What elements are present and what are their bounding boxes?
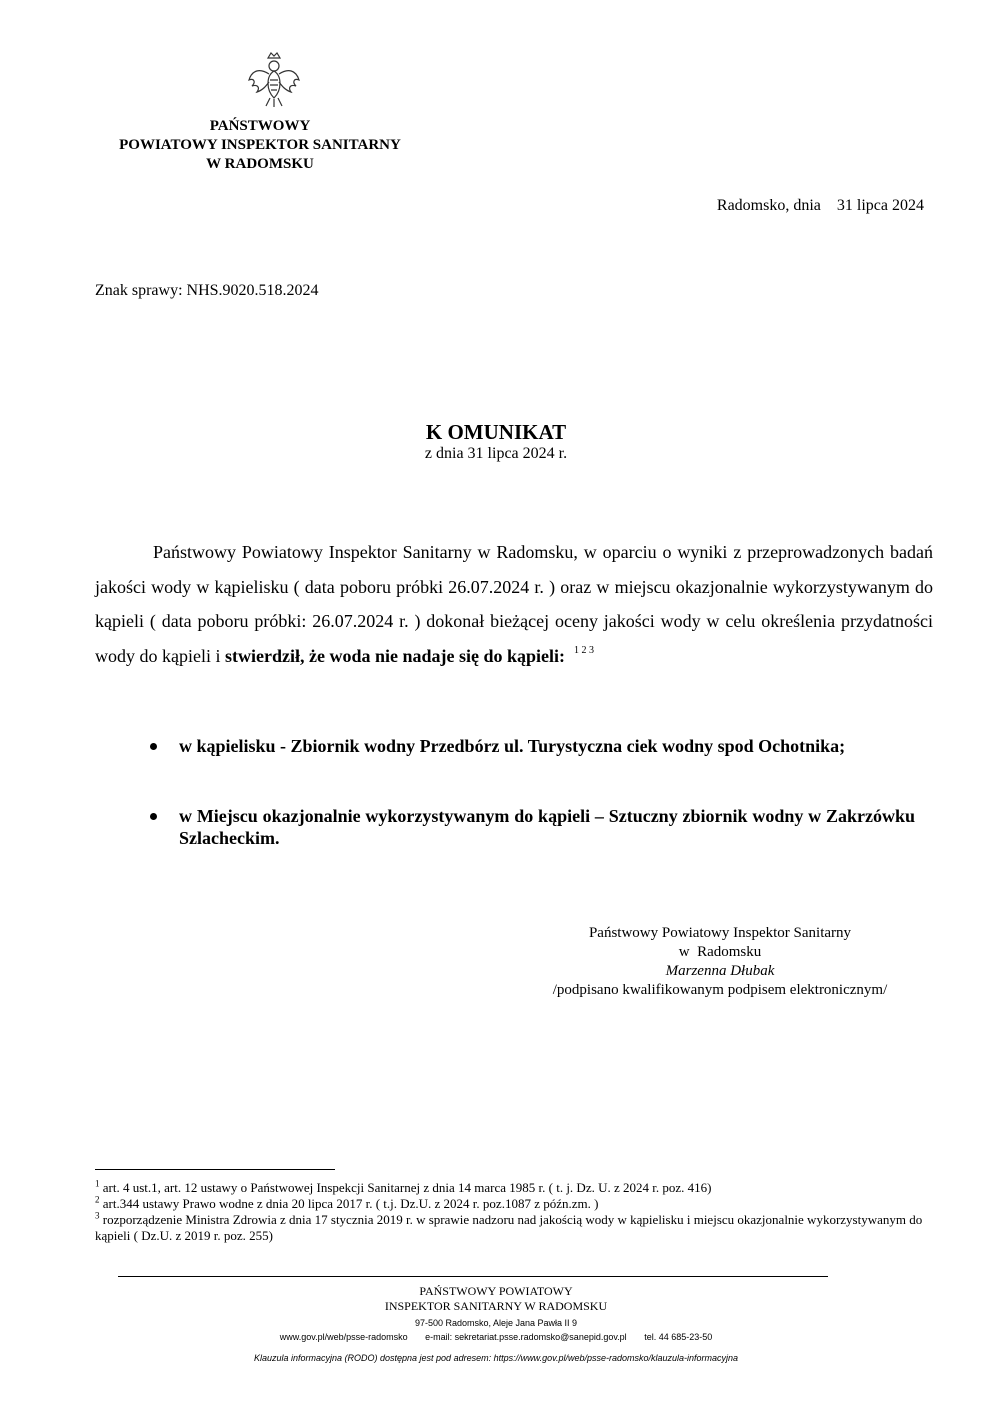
issuer-line-1: PAŃSTWOWY bbox=[209, 118, 311, 134]
issuer-line-3: W RADOMSKU bbox=[206, 156, 314, 172]
footer-rodo-clause[interactable]: Klauzula informacyjna (RODO) dostępna jest pod adresem: https://www.gov.pl/web/psse-radomsko/klauzula-informacyjna bbox=[253, 1353, 739, 1363]
case-reference: Znak sprawy: NHS.9020.518.2024 bbox=[95, 282, 319, 299]
signature-name: Marzenna Dłubak bbox=[665, 963, 775, 979]
footer-email[interactable]: e-mail: sekretariat.psse.radomsko@sanepid.gov.pl bbox=[425, 1332, 627, 1342]
document-title: K OMUNIKAT bbox=[425, 420, 567, 444]
footnote-item: $^3$ rozporządzenie Ministra Zdrowia z dnia 17 stycznia 2019 r. w sprawie nadzoru nad jakością wody w kąpielisku i miejscu okazjonalnie wykorzystywanym do kąpieli ( Dz.U. z 2019 r. poz. 255) bbox=[95, 1210, 923, 1243]
footer-line-1: PAŃSTWOWY POWIATOWY bbox=[419, 1284, 573, 1298]
issuer-line-2: POWIATOWY INSPEKTOR SANITARNY bbox=[119, 137, 401, 153]
body-conclusion: stwierdził, że woda nie nadaje się do kąpieli: bbox=[224, 645, 565, 666]
body-text: Państwowy Powiatowy Inspektor Sanitarny w Radomsku, w oparciu o wyniki z przeprowadzonych badań jakości wody w kąpielisku ( data poboru próbki 26.07.2024 r. ) oraz w miejscu okazjonalnie wykorzystywanym do kąpieli ( data poboru próbki: 26.07.2024 r. ) dokonał bieżącej oceny jakości wody w celu określenia przydatności wody do kąpieli i bbox=[95, 542, 933, 666]
signature-block bbox=[490, 924, 950, 1000]
announcement-body bbox=[95, 535, 933, 673]
footnotes bbox=[95, 1180, 925, 1244]
bullet-icon bbox=[150, 743, 157, 750]
bullet-text: w kąpielisku - Zbiornik wodny Przedbórz ul. Turystyczna ciek wodny spod Ochotnika; bbox=[179, 736, 846, 756]
polish-eagle-emblem-icon bbox=[246, 50, 302, 108]
list-item bbox=[150, 735, 915, 757]
signature-title: Państwowy Powiatowy Inspektor Sanitarny bbox=[588, 925, 852, 941]
footnote-divider bbox=[95, 1169, 335, 1170]
footer-line-2: INSPEKTOR SANITARNY W RADOMSKU bbox=[384, 1299, 608, 1313]
bullet-icon bbox=[150, 813, 157, 820]
footer-phone: tel. 44 685-23-50 bbox=[644, 1332, 713, 1342]
footnote-refs: 1 2 3 bbox=[573, 644, 594, 656]
footnote-item: $^1$ art. 4 ust.1, art. 12 ustawy o Państwowej Inspekcji Sanitarnej z dnia 14 marca 1985 r. ( t. j. Dz. U. z 2024 r. poz. 416) bbox=[95, 1178, 712, 1195]
footer-website-link[interactable]: www.gov.pl/web/psse-radomsko bbox=[279, 1332, 408, 1342]
signature-note: /podpisano kwalifikowanym podpisem elektronicznym/ bbox=[552, 982, 888, 998]
bullet-text: w Miejscu okazjonalnie wykorzystywanym do kąpieli – Sztuczny zbiornik wodny w Zakrzówku Szlacheckim. bbox=[179, 806, 915, 848]
signature-office: w Radomsku bbox=[678, 944, 762, 960]
list-item bbox=[150, 805, 915, 849]
footnote-item: $^2$ art.344 ustawy Prawo wodne z dnia 20 lipca 2017 r. ( t.j. Dz.U. z 2024 r. poz.1087 z późn.zm. ) bbox=[95, 1194, 599, 1211]
document-subtitle: z dnia 31 lipca 2024 r. bbox=[424, 445, 568, 462]
footer-address: 97-500 Radomsko, Aleje Jana Pawła II 9 bbox=[414, 1318, 578, 1328]
footer-contacts bbox=[0, 1330, 992, 1345]
footer-divider bbox=[118, 1276, 828, 1277]
document-date: Radomsko, dnia 31 lipca 2024 bbox=[716, 197, 924, 214]
